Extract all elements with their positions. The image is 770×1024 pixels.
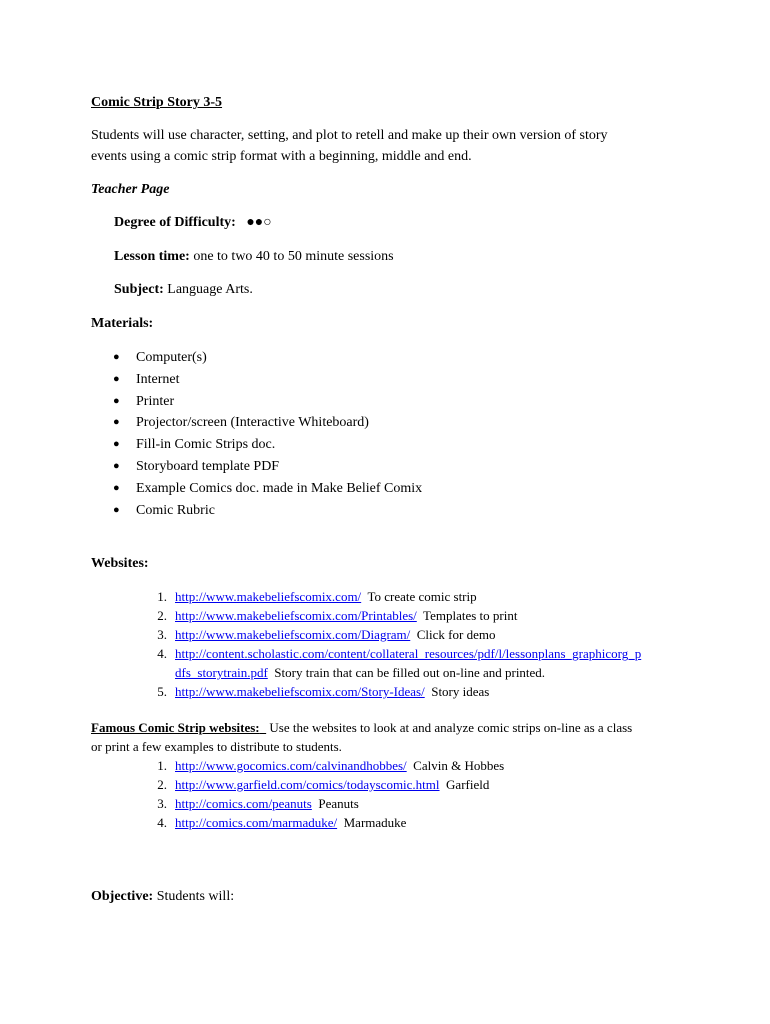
lesson-time-row: [114, 247, 394, 267]
bullet-icon: ●: [113, 503, 120, 516]
lesson-time-value: one to two 40 to 50 minute sessions: [193, 249, 394, 264]
website-link[interactable]: http://www.makebeliefscomix.com/Diagram/: [175, 627, 411, 642]
teacher-page-heading: Teacher Page: [91, 182, 170, 197]
list-item: 4. http://content.scholastic.com/content/collateral_resources/pdf/l/lessonplans_graphicorg_p dfs_storytrain.pdf Story train that can be filled out on-line and printed.: [157, 646, 642, 680]
bullet-icon: ●: [113, 394, 120, 407]
website-link[interactable]: http://www.makebeliefscomix.com/Story-Ideas/: [175, 684, 425, 699]
list-item: ● Printer: [91, 391, 422, 413]
bullet-icon: ●: [113, 459, 120, 472]
website-link[interactable]: http://content.scholastic.com/content/collateral_resources/pdf/l/lessonplans_graphicorg_p: [175, 646, 642, 661]
objective-row: [91, 887, 234, 907]
famous-intro-line-1: Famous Comic Strip websites: Use the websites to look at and analyze comic strips on-line as a class: [91, 720, 633, 735]
famous-heading: Famous Comic Strip websites:: [91, 720, 260, 735]
bullet-icon: ●: [113, 438, 120, 451]
website-link[interactable]: http://comics.com/marmaduke/: [175, 815, 338, 830]
list-item: ● Computer(s): [91, 347, 422, 369]
list-item: 2. http://www.garfield.com/comics/todayscomic.html Garfield: [157, 777, 490, 792]
famous-list: [153, 756, 504, 832]
website-link[interactable]: http://www.makebeliefscomix.com/Printables/: [175, 608, 417, 623]
list-item: 4. http://comics.com/marmaduke/ Marmaduke: [157, 815, 407, 830]
list-item: 2. http://www.makebeliefscomix.com/Printables/ Templates to print: [157, 608, 518, 623]
difficulty-rating: ●●○: [246, 215, 272, 230]
intro-line-1: Students will use character, setting, and plot to retell and make up their own version of story: [91, 128, 608, 143]
list-item: 5. http://www.makebeliefscomix.com/Story-Ideas/ Story ideas: [157, 684, 490, 699]
intro-line-2: events using a comic strip format with a beginning, middle and end.: [91, 149, 472, 164]
list-item: ● Comic Rubric: [91, 500, 422, 522]
bullet-icon: ●: [113, 481, 120, 494]
website-link[interactable]: http://comics.com/peanuts: [175, 796, 312, 811]
websites-heading: Websites:: [91, 556, 149, 571]
website-link[interactable]: http://www.gocomics.com/calvinandhobbes/: [175, 758, 407, 773]
website-link[interactable]: http://www.garfield.com/comics/todayscomic.html: [175, 777, 440, 792]
list-item: 1. http://www.gocomics.com/calvinandhobbes/ Calvin & Hobbes: [157, 758, 505, 773]
subject-row: [114, 280, 253, 300]
difficulty-label: Degree of Difficulty:: [114, 215, 236, 230]
difficulty-row: [114, 213, 272, 233]
famous-intro-line-2: or print a few examples to distribute to students.: [91, 739, 342, 754]
list-item: 3. http://comics.com/peanuts Peanuts: [157, 796, 359, 811]
bullet-icon: ●: [113, 372, 120, 385]
document-title: Comic Strip Story 3-5: [91, 95, 223, 110]
list-item: ● Example Comics doc. made in Make Belief Comix: [91, 478, 422, 500]
list-item: ● Internet: [91, 369, 422, 391]
lesson-time-label: Lesson time:: [114, 249, 190, 264]
materials-heading: Materials:: [91, 316, 154, 331]
list-item: ● Storyboard template PDF: [91, 456, 422, 478]
list-item: 3. http://www.makebeliefscomix.com/Diagram/ Click for demo: [157, 627, 496, 642]
objective-label: Objective:: [91, 889, 154, 904]
list-item: ● Fill-in Comic Strips doc.: [91, 434, 422, 456]
website-link-continued[interactable]: dfs_storytrain.pdf: [175, 665, 268, 680]
bullet-icon: ●: [113, 351, 120, 363]
objective-value: Students will:: [156, 889, 235, 904]
websites-list: [153, 587, 641, 701]
website-link[interactable]: http://www.makebeliefscomix.com/: [175, 589, 362, 604]
subject-value: Language Arts.: [167, 282, 253, 297]
materials-list: [91, 347, 422, 521]
bullet-icon: ●: [113, 416, 120, 429]
subject-label: Subject:: [114, 282, 164, 297]
list-item: ● Projector/screen (Interactive Whiteboard): [91, 412, 422, 434]
list-item: 1. http://www.makebeliefscomix.com/ To create comic strip: [157, 589, 477, 604]
